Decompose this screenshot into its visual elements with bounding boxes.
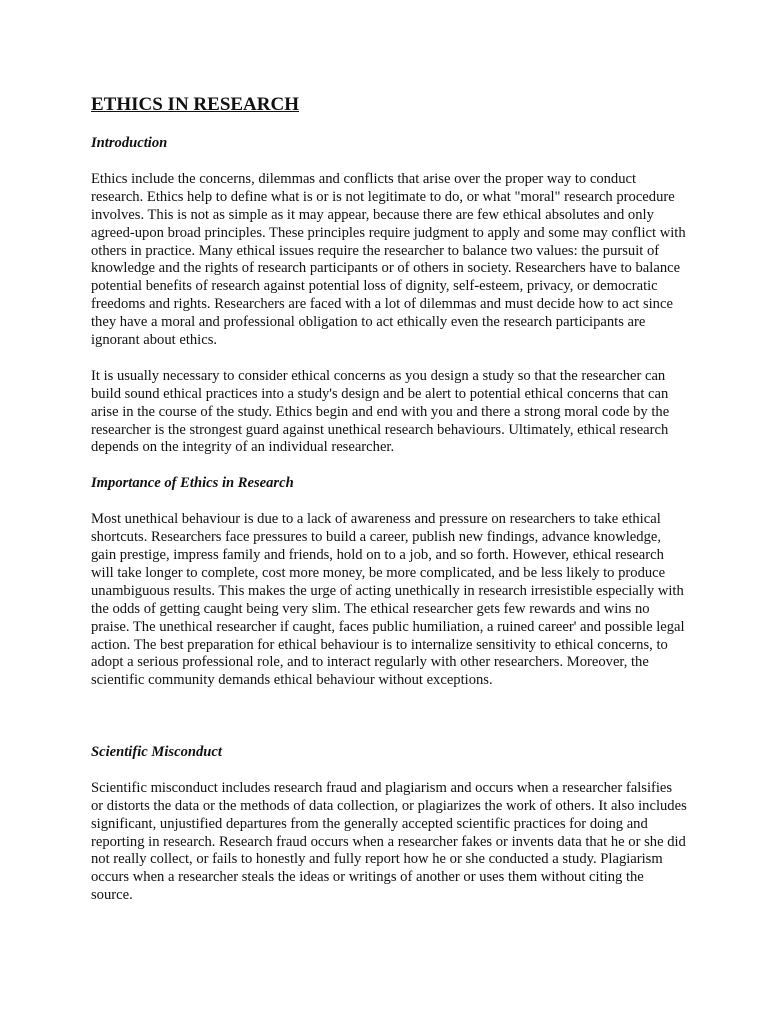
section-heading-introduction: Introduction <box>91 135 168 151</box>
introduction-paragraph-1: Ethics include the concerns, dilemmas and conflicts that arise over the proper way to conduct research. Ethics help to define what is or is not legitimate to do, or what "moral" research procedure involves. This is not as simple as it may appear, because there are few ethical absolutes and only agreed-upon broad principles. These principles require judgment to apply and some may conflict with others in practice. Many ethical issues require the researcher to balance two values: the pursuit of knowledge and the rights of research participants or of others in society. Researchers have to balance potential benefits of research against potential loss of dignity, self-esteem, privacy, or democratic freedoms and rights. Researchers are faced with a lot of dilemmas and must decide how to act since they have a moral and professional obligation to act ethically even the research participants are ignorant about ethics. <box>91 170 686 349</box>
misconduct-paragraph-1: Scientific misconduct includes research fraud and plagiarism and occurs when a researcher falsifies or distorts the data or the methods of data collection, or plagiarizes the work of others. It also includes significant, unjustified departures from the generally accepted scientific practices for doing and reporting in research. Research fraud occurs when a researcher fakes or invents data that he or she did not really collect, or fails to honestly and fully report how he or she conducted a study. Plagiarism occurs when a researcher steals the ideas or writings of another or uses them without citing the source. <box>91 779 687 904</box>
section-heading-importance: Importance of Ethics in Research <box>91 475 294 492</box>
document-title: ETHICS IN RESEARCH <box>91 94 299 115</box>
importance-paragraph-1: Most unethical behaviour is due to a lack of awareness and pressure on researchers to take ethical shortcuts. Researchers face pressures to build a career, publish new findings, advance knowledge, gain prestige, impress family and friends, hold on to a job, and so forth. However, ethical research will take longer to complete, cost more money, be more complicated, and be less likely to produce unambiguous results. This makes the urge of acting unethically in research irresistible especially with the odds of getting caught being very slim. The ethical researcher gets few rewards and wins no praise. The unethical researcher if caught, faces public humiliation, a ruined career' and possible legal action. The best preparation for ethical behaviour is to internalize sensitivity to ethical concerns, to adopt a serious professional role, and to interact regularly with other researchers. Moreover, the scientific community demands ethical behaviour without exceptions. <box>91 511 685 689</box>
section-spacer <box>91 708 687 744</box>
introduction-paragraph-2: It is usually necessary to consider ethical concerns as you design a study so that the researcher can build sound ethical practices into a study's design and be alert to potential ethical concerns that can arise in the course of the study. Ethics begin and end with you and there a strong moral code by the researcher is the strongest guard against unethical research behaviours. Ultimately, ethical research depends on the integrity of an individual researcher. <box>91 367 670 456</box>
section-heading-misconduct: Scientific Misconduct <box>91 743 222 760</box>
document-page <box>91 93 687 923</box>
